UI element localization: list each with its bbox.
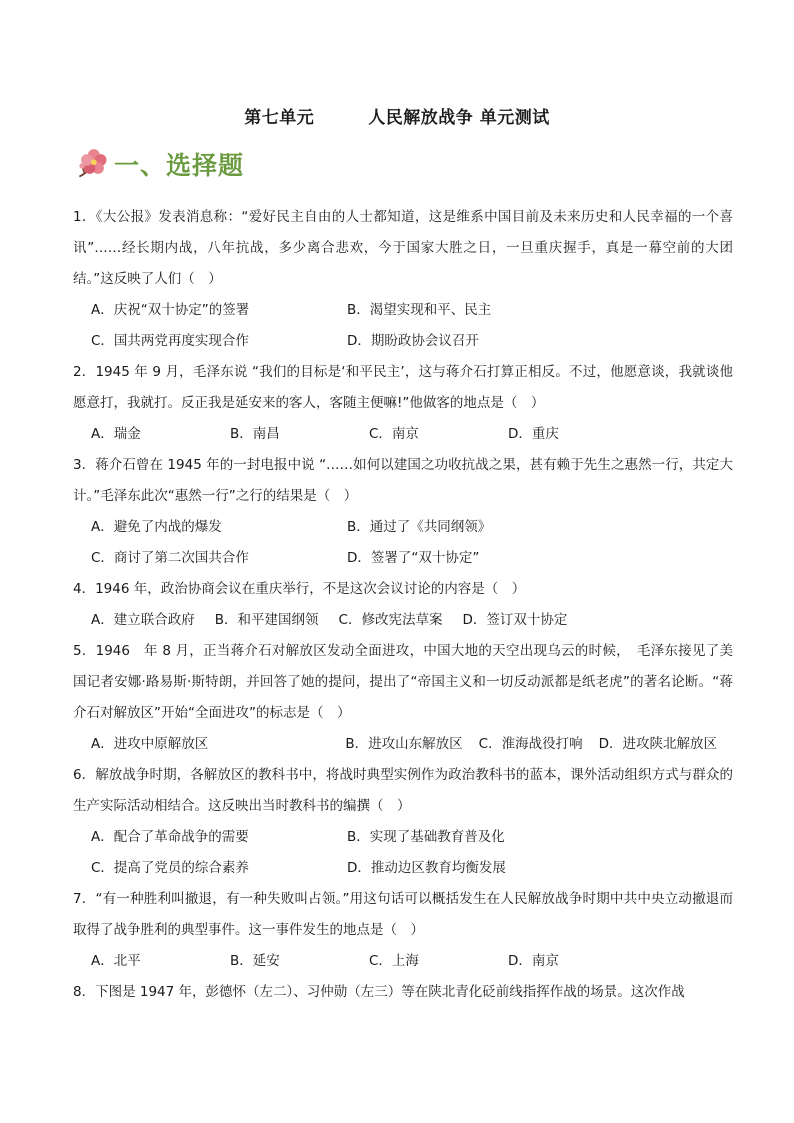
- question-3-options-2: [73, 543, 733, 574]
- option-a[interactable]: A．进攻中原解放区: [91, 736, 209, 752]
- option-b[interactable]: B．和平建国纲领: [214, 612, 319, 628]
- option-b[interactable]: B．延安: [230, 953, 280, 969]
- option-c[interactable]: C．上海: [369, 953, 419, 969]
- option-c[interactable]: C．提高了党员的综合素养: [91, 860, 249, 876]
- question-6-options-2: [73, 853, 733, 884]
- option-d[interactable]: D．签署了“双十协定”: [347, 550, 480, 566]
- option-b[interactable]: B．通过了《共同纲领》: [347, 519, 492, 535]
- question-4: 4．1946 年，政治协商会议在重庆举行，不是这次会议讨论的内容是（ ）: [73, 581, 526, 597]
- option-a[interactable]: A．配合了革命战争的需要: [91, 829, 249, 845]
- option-b[interactable]: B．进攻山东解放区: [345, 736, 463, 752]
- option-a[interactable]: A．瑞金: [91, 426, 141, 442]
- question-1-options: [73, 295, 733, 326]
- question-3-options: [73, 512, 733, 543]
- section-header: [74, 146, 244, 182]
- option-d[interactable]: D．推动边区教育均衡发展: [347, 860, 506, 876]
- question-1: 1．《大公报》发表消息称：“爱好民主自由的人士都知道，这是维系中国目前及未来历史和人民幸福的一个喜讯”……经长期内战，八年抗战，多少离合悲欢，今于国家大胜之日，一旦重庆握手，真是一幕空前的大团结。”这反映了人们（ ）: [73, 209, 733, 287]
- option-c[interactable]: C．淮海战役打响: [478, 736, 583, 752]
- option-b[interactable]: B．渴望实现和平、民主: [347, 302, 492, 318]
- question-4-options: [73, 605, 733, 636]
- option-d[interactable]: D．签订双十协定: [462, 612, 568, 628]
- option-a[interactable]: A．庆祝“双十协定”的签署: [91, 302, 250, 318]
- question-8: 8．下图是 1947 年，彭德怀（左二）、习仲勋（左三）等在陕北青化砭前线指挥作战的场景。这次作战: [73, 984, 685, 1000]
- question-7-options: [73, 946, 733, 977]
- question-6: 6．解放战争时期，各解放区的教科书中，将战时典型实例作为政治教科书的蓝本，课外活动组织方式与群众的生产实际活动相结合。这反映出当时教科书的编撰（ ）: [73, 767, 733, 814]
- question-7: 7．“有一种胜利叫撤退，有一种失败叫占领。”用这句话可以概括发生在人民解放战争时期中共中央立动撤退而取得了战争胜利的典型事件。这一事件发生的地点是（ ）: [73, 891, 733, 938]
- option-c[interactable]: C．商讨了第二次国共合作: [91, 550, 249, 566]
- option-a[interactable]: A．避免了内战的爆发: [91, 519, 222, 535]
- test-title: 人民解放战争 单元测试: [368, 108, 550, 128]
- option-b[interactable]: B．实现了基础教育普及化: [347, 829, 505, 845]
- question-3: 3．蒋介石曾在 1945 年的一封电报中说 “……如何以建国之功收抗战之果，甚有赖于先生之惠然一行，共定大计。”毛泽东此次“惠然一行”之行的结果是（ ）: [73, 457, 733, 504]
- option-b[interactable]: B．南昌: [230, 426, 280, 442]
- option-d[interactable]: D．重庆: [508, 426, 559, 442]
- page-title: [0, 103, 794, 128]
- question-2: 2．1945 年 9 月，毛泽东说 “我们的目标是‘和平民主’，这与蒋介石打算正相反。不过，他愿意谈，我就谈他愿意打，我就打。反正我是延安来的客人，客随主便嘛!”他做客的地点是（ ）: [73, 364, 733, 411]
- option-a[interactable]: A．建立联合政府: [91, 612, 195, 628]
- question-6-options: [73, 822, 733, 853]
- option-d[interactable]: D．期盼政协会议召开: [347, 333, 479, 349]
- option-d[interactable]: D．南京: [508, 953, 559, 969]
- plum-blossom-icon: [74, 146, 110, 182]
- question-list: [73, 202, 733, 1008]
- option-c[interactable]: C．修改宪法草案: [338, 612, 443, 628]
- unit-label: 第七单元: [244, 108, 315, 128]
- option-c[interactable]: C．国共两党再度实现合作: [91, 333, 249, 349]
- question-2-options: [73, 419, 733, 450]
- question-5-options: [73, 729, 733, 760]
- option-d[interactable]: D．进攻陕北解放区: [598, 736, 717, 752]
- section-title: 一、选择题: [114, 151, 245, 180]
- question-5: 5．1946 年 8 月，正当蒋介石对解放区发动全面进攻，中国大地的天空出现乌云的时候， 毛泽东接见了美国记者安娜·路易斯·斯特朗，并回答了她的提问，提出了“帝国主义和一切反动派都是纸老虎”的著名论断。“蒋介石对解放区”开始“全面进攻”的标志是（ ）: [73, 643, 733, 721]
- option-c[interactable]: C．南京: [369, 426, 419, 442]
- question-1-options-2: [73, 326, 733, 357]
- option-a[interactable]: A．北平: [91, 953, 141, 969]
